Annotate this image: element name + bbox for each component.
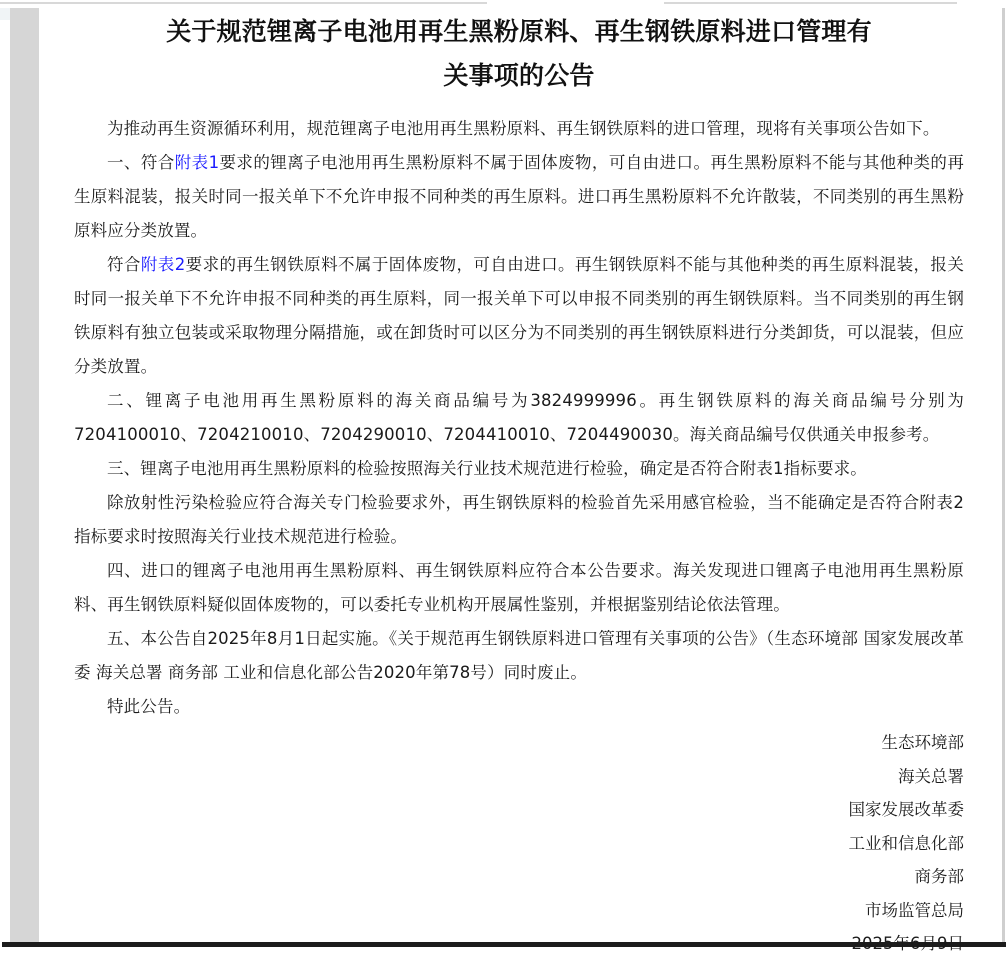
left-margin-accent: [0, 8, 10, 20]
announcement-body: [74, 112, 964, 961]
paragraph-three-b: 除放射性污染检验应符合海关专门检验要求外，再生钢铁原料的检验首先采用感官检验，当不能确定是否符合附表2指标要求时按照海关行业技术规范进行检验。: [74, 493, 964, 546]
publish-date: 2025年6月9日: [851, 934, 964, 953]
paragraph-four: 四、进口的锂离子电池用再生黑粉原料、再生钢铁原料应符合本公告要求。海关发现进口锂离子电池用再生黑粉原料、再生钢铁原料疑似固体废物的，可以委托专业机构开展属性鉴别，并根据鉴别结论依法管理。: [74, 561, 964, 614]
signatory: 海关总署: [898, 766, 964, 786]
left-margin-bar: [10, 8, 39, 942]
signatory: 商务部: [914, 867, 964, 886]
closing-statement: 特此公告。: [107, 697, 191, 716]
signatory: 生态环境部: [881, 733, 964, 752]
paragraph-two: 二、锂离子电池用再生黑粉原料的海关商品编号为3824999996。再生钢铁原料的海关商品编号分别为7204100010、7204210010、7204290010、7204410010、7204490030。海关商品编号仅供通关申报参考。: [74, 391, 964, 444]
right-border: [1002, 8, 1005, 942]
title-line-2: 关事项的公告: [443, 61, 595, 90]
signatory: 工业和信息化部: [848, 833, 964, 853]
paragraph-one-b: [74, 248, 964, 384]
paragraph-one-text: 要求的锂离子电池用再生黑粉原料不属于固体废物，可自由进口。再生黑粉原料不能与其他种类的再生原料混装，报关时同一报关单下不允许申报不同种类的再生原料。进口再生黑粉原料不允许散装，不同类别的再生黑粉原料应分类放置。: [74, 153, 965, 240]
paragraph-one: [74, 146, 964, 248]
appendix-1-link[interactable]: 附表1: [174, 153, 220, 172]
paragraph-five: 五、本公告自2025年8月1日起实施。《关于规范再生钢铁原料进口管理有关事项的公告》（生态环境部 国家发展改革委 海关总署 商务部 工业和信息化部公告2020年第78号）同时废止。: [74, 629, 964, 682]
signatory: 国家发展改革委: [848, 800, 964, 819]
signatory: 市场监管总局: [865, 900, 964, 920]
paragraph-one-b-prefix: 符合: [107, 255, 141, 274]
title-line-1: 关于规范锂离子电池用再生黑粉原料、再生钢铁原料进口管理有: [166, 17, 872, 46]
page-title: [74, 0, 964, 98]
paragraph-one-prefix: 一、符合: [107, 153, 175, 172]
appendix-2-link[interactable]: 附表2: [140, 255, 186, 274]
signature-block: [74, 726, 964, 961]
intro-paragraph: 为推动再生资源循环利用，规范锂离子电池用再生黑粉原料、再生钢铁原料的进口管理，现将有关事项公告如下。: [107, 119, 940, 138]
paragraph-three: 三、锂离子电池用再生黑粉原料的检验按照海关行业技术规范进行检验，确定是否符合附表1指标要求。: [107, 459, 867, 478]
announcement-page: [74, 0, 964, 961]
paragraph-one-b-text: 要求的再生钢铁原料不属于固体废物，可自由进口。再生钢铁原料不能与其他种类的再生原料混装，报关时同一报关单下不允许申报不同种类的再生原料，同一报关单下可以申报不同类别的再生钢铁原料。当不同类别的再生钢铁原料有独立包装或采取物理分隔措施，或在卸货时可以区分为不同类别的再生钢铁原料进行分类卸货，可以混装，但应分类放置。: [74, 255, 964, 376]
